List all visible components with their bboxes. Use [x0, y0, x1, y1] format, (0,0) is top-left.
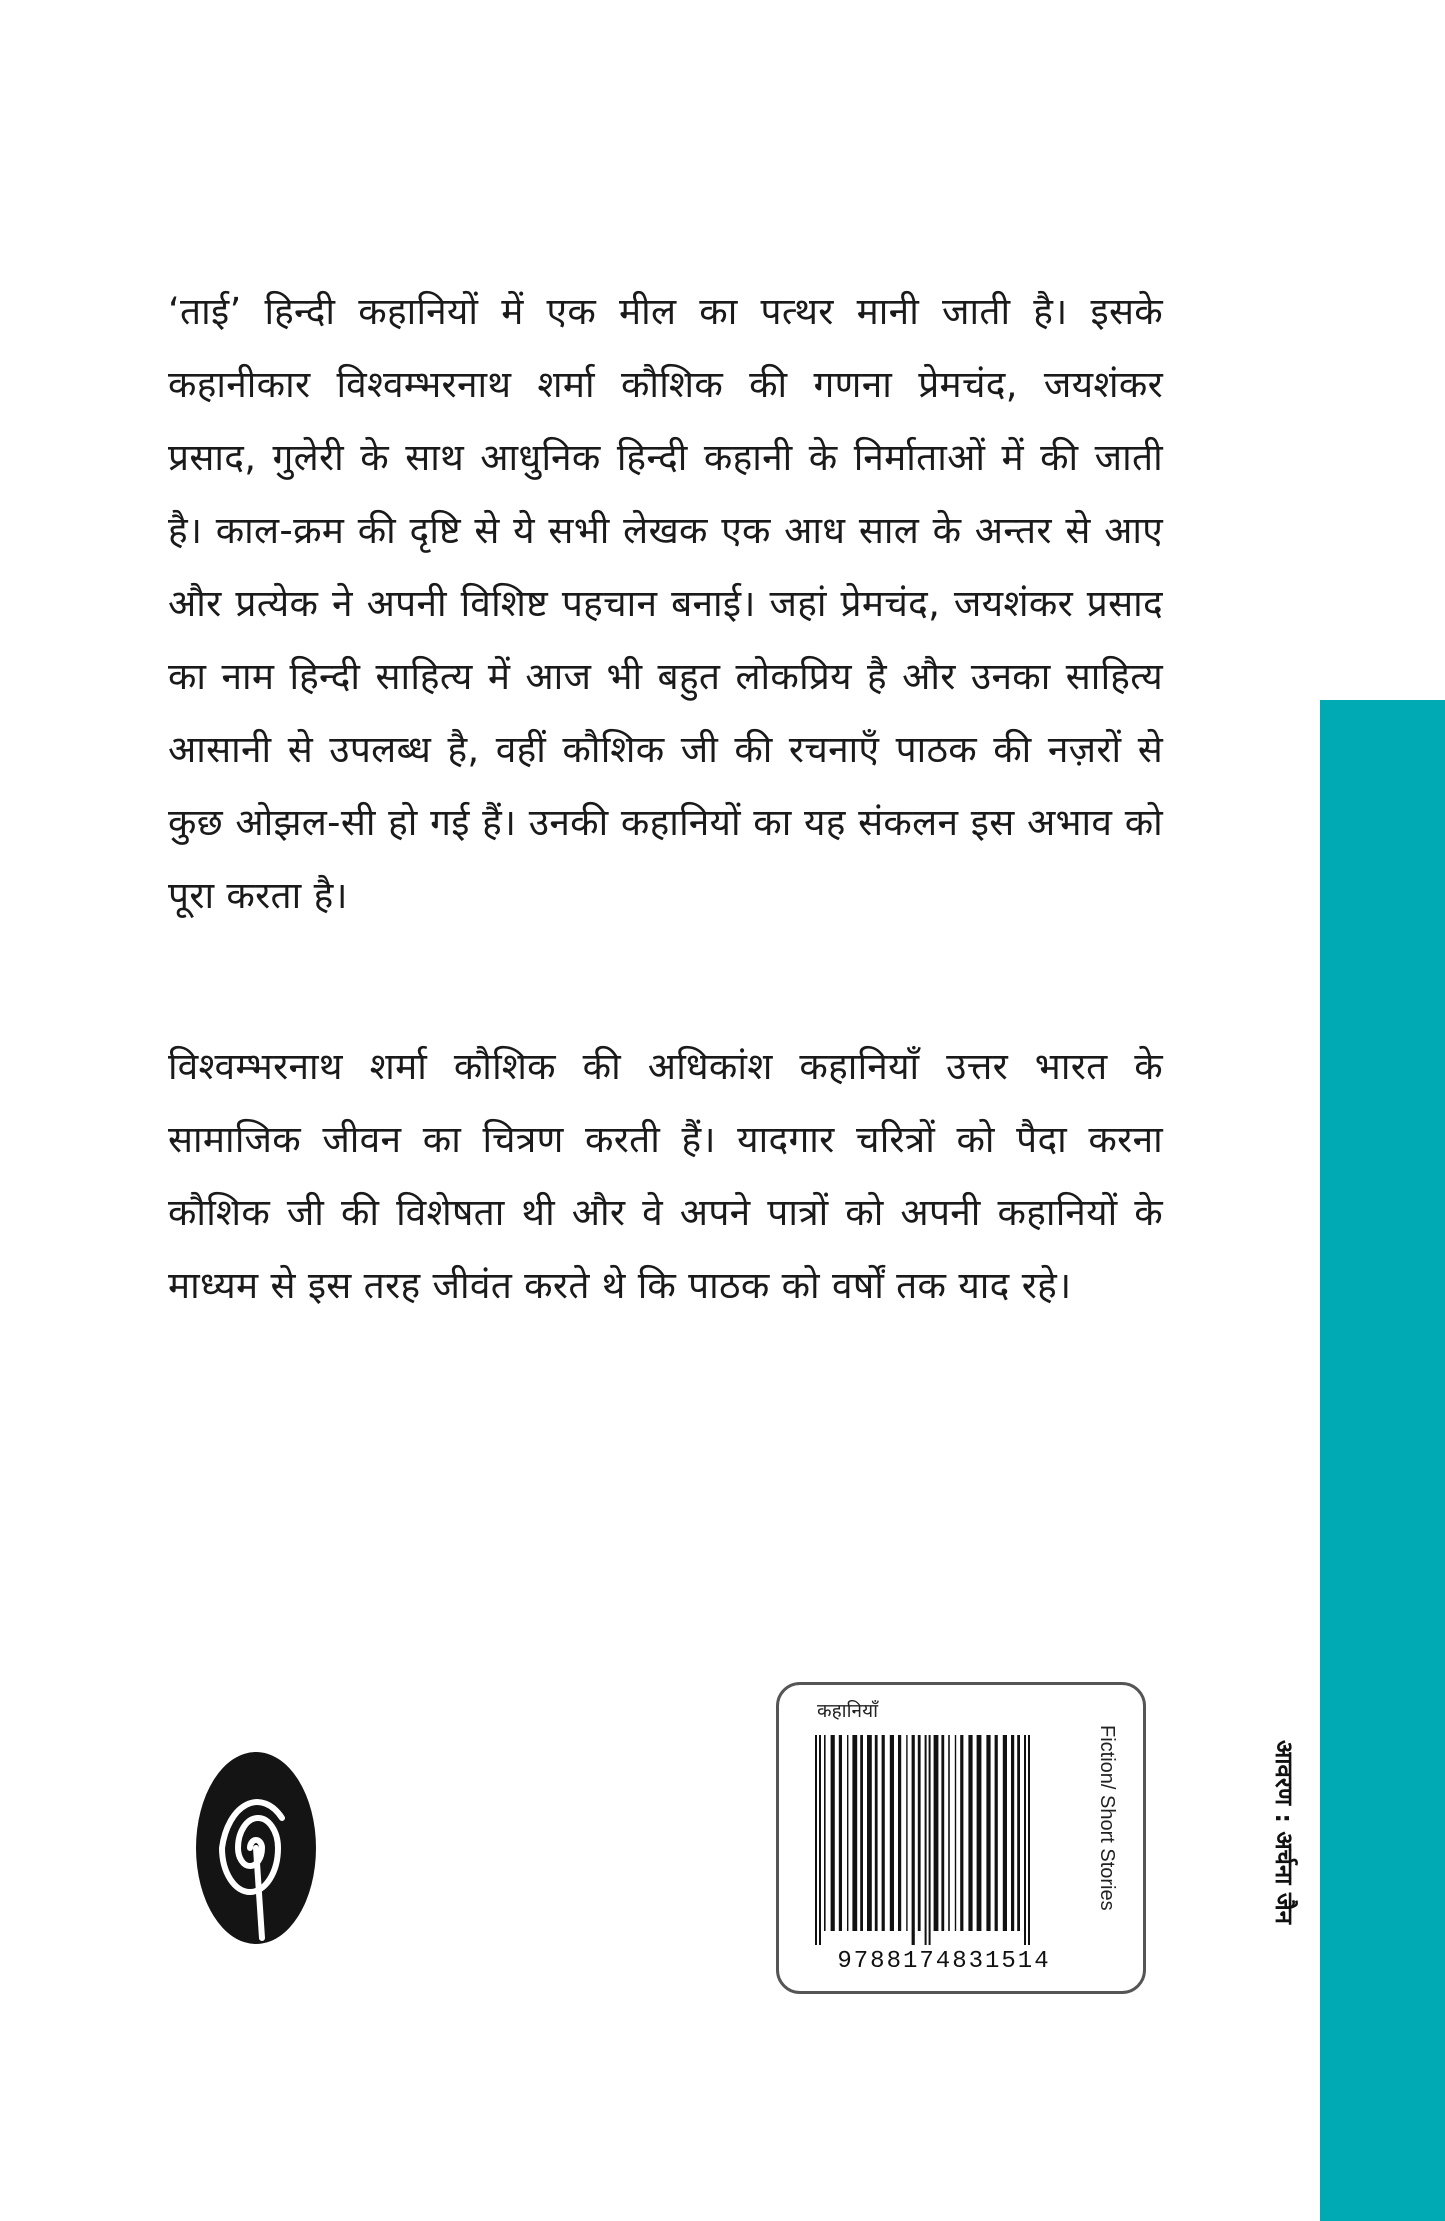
barcode-bar — [906, 1735, 907, 1931]
teal-spine-strip — [1320, 700, 1445, 2221]
barcode-bar — [852, 1735, 857, 1931]
barcode-bar — [934, 1735, 939, 1931]
barcode-bar — [986, 1735, 990, 1931]
barcode-bar — [941, 1735, 944, 1931]
barcode-bar — [898, 1735, 901, 1931]
barcode-bar — [815, 1735, 817, 1945]
blurb-paragraph-1: ‘ताई’ हिन्दी कहानियों में एक मील का पत्थर मानी जाती है। इसके कहानीकार विश्वम्भरनाथ शर्मा कौशिक की गणना प्रेमचंद, जयशंकर प्रसाद, गुलेरी के साथ आधुनिक हिन्दी कहानी के निर्माताओं में की जाती है। काल-क्रम की दृष्टि से ये सभी लेखक एक आध साल के अन्तर से आए और प्रत्येक ने अपनी विशिष्ट पहचान बनाई। जहां प्रेमचंद, जयशंकर प्रसाद का नाम हिन्दी साहित्य में आज भी बहुत लोकप्रिय है और उनका साहित्य आसानी से उपलब्ध है, वहीं कौशिक जी की रचनाएँ पाठक की नज़रों से कुछ ओझल-सी हो गई हैं। उनकी कहानियों का यह संकलन इस अभाव को पूरा करता है। — [168, 290, 1163, 917]
barcode-bar — [890, 1735, 894, 1931]
barcode-bar — [1003, 1735, 1007, 1931]
barcode-bar — [875, 1735, 878, 1931]
barcode-bar — [948, 1735, 950, 1931]
barcode-bar — [912, 1735, 915, 1945]
blurb-paragraph-2: विश्वम्भरनाथ शर्मा कौशिक की अधिकांश कहानियाँ उत्तर भारत के सामाजिक जीवन का चित्रण करती हैं। यादगार चरित्रों को पैदा करना कौशिक जी की विशेषता थी और वे अपने पात्रों को अपनी कहानियों के माध्यम से इस तरह जीवंत करते थे कि पाठक को वर्षों तक याद रहे। — [168, 1045, 1163, 1307]
barcode-genre-label: कहानियाँ — [817, 1700, 879, 1722]
barcode-bar — [831, 1735, 835, 1931]
barcode-bar — [968, 1735, 972, 1931]
barcode-digits: 9788174831514 — [837, 1948, 1051, 1975]
barcode-bar — [839, 1735, 842, 1931]
barcode-bar — [925, 1735, 927, 1945]
isbn-barcode-panel — [776, 1682, 1146, 1994]
barcode-bar — [977, 1735, 982, 1931]
barcode-bar — [847, 1735, 848, 1931]
barcode-bar — [1017, 1735, 1020, 1931]
cover-credit-label: आवरण : अर्चना जैन — [1270, 1740, 1298, 1924]
barcode-bar — [819, 1735, 821, 1945]
barcode-bar — [995, 1735, 998, 1931]
barcode-bar — [929, 1735, 931, 1945]
barcode-bar — [824, 1735, 826, 1931]
barcode-bar — [867, 1735, 872, 1931]
barcode-bar — [1011, 1735, 1014, 1931]
barcode-bars — [809, 1735, 1079, 1975]
barcode-bar — [860, 1735, 863, 1931]
spiral-logo-icon — [190, 1748, 322, 1948]
barcode-bar — [882, 1735, 885, 1931]
barcode-category-label: Fiction/ Short Stories — [1096, 1725, 1118, 1911]
barcode-bar — [1024, 1735, 1026, 1945]
barcode-bar — [960, 1735, 963, 1931]
barcode-bar — [1028, 1735, 1030, 1945]
barcode-bar — [955, 1735, 956, 1931]
barcode-bar — [918, 1735, 921, 1931]
